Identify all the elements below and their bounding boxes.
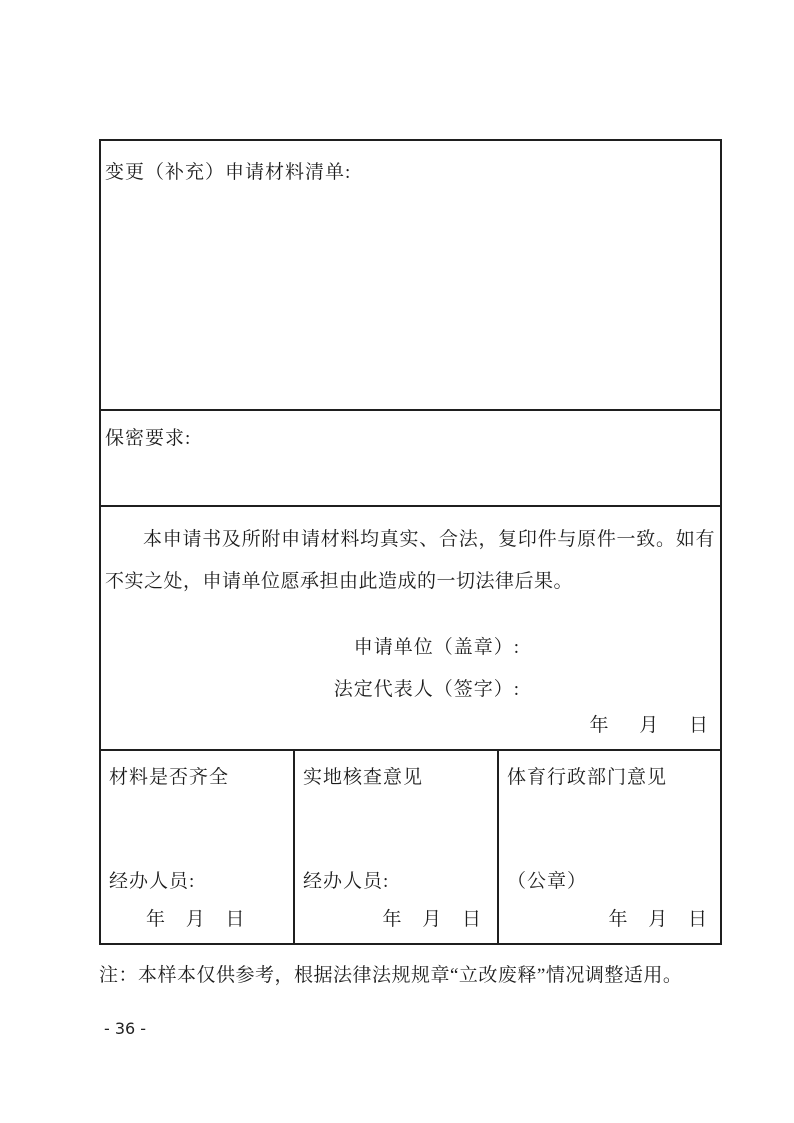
site-verification-header: 实地核查意见 [303,767,424,788]
footnote: 注：本样本仅供参考，根据法律法规规章“立改废释”情况调整适用。 [99,965,683,986]
site-verification-cell [293,751,497,943]
materials-complete-handler-label: 经办人员: [109,871,196,892]
confidentiality-cell [101,409,720,505]
sports-authority-date-line: 年 月 日 [608,909,707,930]
review-row [101,749,720,943]
sports-authority-cell [497,751,720,943]
site-verification-handler-label: 经办人员: [303,871,390,892]
signature-block [101,627,720,711]
materials-complete-header: 材料是否齐全 [109,767,230,788]
legal-representative-signature-label: 法定代表人（签字）: [333,679,520,700]
materials-list-label: 变更（补充）申请材料清单: [105,162,352,183]
site-verification-date-line: 年 月 日 [382,909,481,930]
declaration-text: 本申请书及所附申请材料均真实、合法，复印件与原件一致。如有不实之处，申请单位愿承担由此造成的一切法律后果。 [105,529,715,592]
materials-list-cell [101,141,720,409]
declaration-cell [101,505,720,749]
declaration-date-line: 年 月 日 [589,715,708,736]
application-form-table [99,139,722,945]
confidentiality-label: 保密要求: [105,428,192,449]
materials-complete-date-line: 年 月 日 [146,909,245,930]
sports-authority-seal-label: （公章） [507,871,588,892]
applicant-unit-seal-label: 申请单位（盖章）: [353,637,520,658]
materials-complete-cell [101,751,293,943]
page-number: - 36 - [104,1019,147,1038]
sports-authority-header: 体育行政部门意见 [507,767,668,788]
